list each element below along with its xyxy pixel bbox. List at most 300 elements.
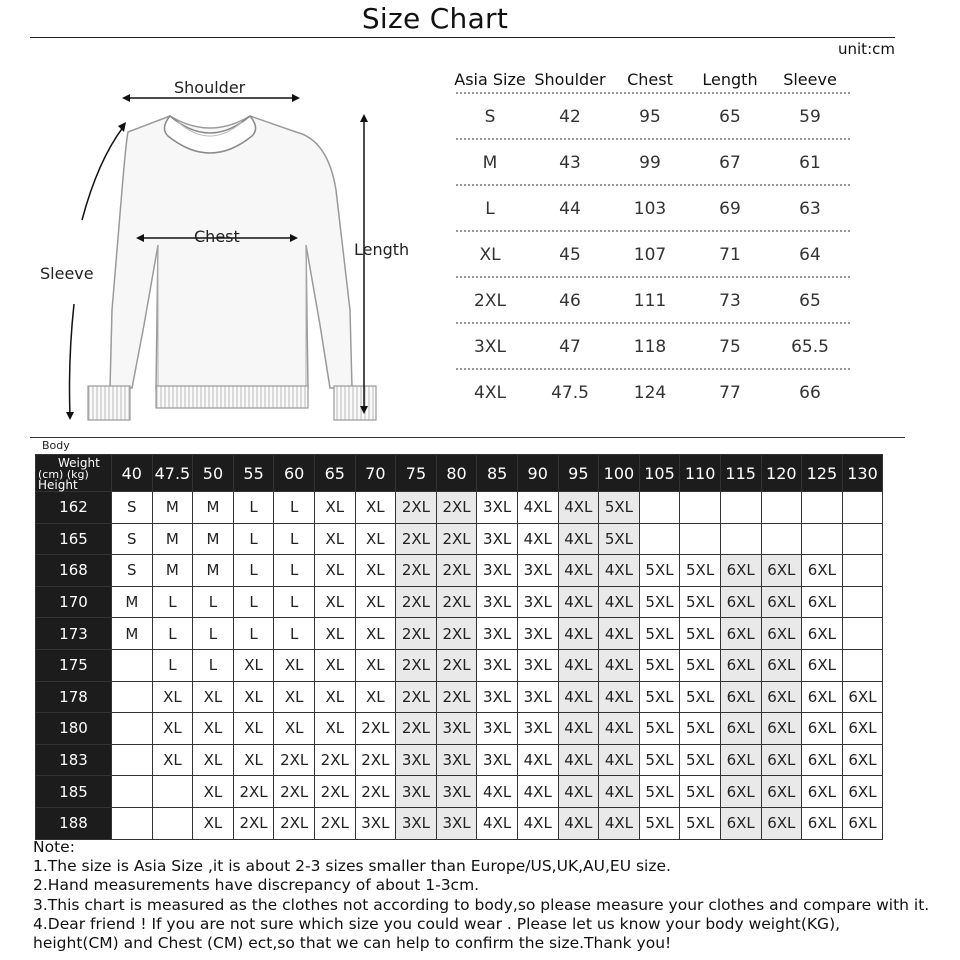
size-cell: [639, 523, 680, 555]
size-cell: 5XL: [680, 744, 721, 776]
size-cell: XL: [314, 586, 355, 618]
height-row: [36, 618, 883, 650]
measurement-cell: 2XL: [474, 291, 506, 311]
size-cell: [112, 744, 153, 776]
height-row: [36, 492, 883, 524]
measurement-cell: 99: [639, 153, 661, 173]
size-cell: XL: [314, 523, 355, 555]
size-cell: XL: [193, 776, 234, 808]
size-cell: 4XL: [477, 776, 518, 808]
size-cell: 6XL: [761, 586, 802, 618]
weight-header-cell: 60: [274, 455, 315, 492]
size-cell: 5XL: [639, 649, 680, 681]
height-row: [36, 555, 883, 587]
size-cell: 3XL: [517, 649, 558, 681]
size-cell: L: [193, 649, 234, 681]
weight-header-cell: 125: [802, 455, 843, 492]
size-cell: 6XL: [802, 776, 843, 808]
weight-header-cell: 115: [720, 455, 761, 492]
size-cell: 5XL: [639, 713, 680, 745]
size-cell: 3XL: [436, 713, 477, 745]
page-title: Size Chart: [361, 2, 509, 35]
height-header-cell: 173: [36, 618, 112, 650]
size-cell: 4XL: [558, 776, 599, 808]
size-cell: XL: [355, 586, 396, 618]
title-divider: [30, 37, 895, 38]
size-cell: [842, 523, 883, 555]
size-cell: 5XL: [639, 555, 680, 587]
size-cell: 5XL: [599, 523, 640, 555]
body-size-grid: [35, 454, 883, 840]
size-cell: 4XL: [558, 744, 599, 776]
size-cell: 4XL: [558, 492, 599, 524]
measurement-cell: 95: [639, 107, 661, 127]
size-cell: [802, 492, 843, 524]
size-cell: 6XL: [720, 618, 761, 650]
header-cell: Length: [702, 69, 758, 89]
size-cell: 6XL: [802, 649, 843, 681]
size-cell: XL: [314, 713, 355, 745]
size-cell: 4XL: [599, 618, 640, 650]
size-cell: 2XL: [436, 555, 477, 587]
size-cell: 3XL: [355, 807, 396, 839]
size-cell: 5XL: [599, 492, 640, 524]
size-cell: XL: [152, 713, 193, 745]
weight-header-cell: 95: [558, 455, 599, 492]
size-cell: 5XL: [639, 807, 680, 839]
size-cell: 3XL: [477, 492, 518, 524]
size-cell: [680, 492, 721, 524]
size-cell: 6XL: [720, 681, 761, 713]
size-cell: 3XL: [477, 618, 518, 650]
size-cell: 5XL: [680, 807, 721, 839]
size-cell: [842, 586, 883, 618]
measurement-cell: 44: [559, 199, 581, 219]
height-header-cell: 175: [36, 649, 112, 681]
size-cell: 6XL: [720, 776, 761, 808]
size-cell: 4XL: [477, 807, 518, 839]
notes: [33, 838, 953, 953]
measurement-cell: 3XL: [474, 337, 506, 357]
size-cell: 3XL: [517, 586, 558, 618]
size-cell: M: [152, 523, 193, 555]
measurement-row: [450, 370, 850, 416]
measurement-cell: 124: [633, 383, 667, 403]
size-cell: 2XL: [436, 586, 477, 618]
size-cell: L: [274, 586, 315, 618]
weight-header-cell: 120: [761, 455, 802, 492]
size-cell: XL: [355, 649, 396, 681]
size-cell: 4XL: [599, 649, 640, 681]
body-label: Body: [42, 439, 70, 452]
measurement-cell: 66: [799, 383, 821, 403]
height-header-cell: 162: [36, 492, 112, 524]
size-cell: 6XL: [761, 807, 802, 839]
height-label: Height: [38, 478, 78, 492]
size-cell: L: [233, 492, 274, 524]
height-row: [36, 681, 883, 713]
measurement-cell: 46: [559, 291, 581, 311]
size-cell: 3XL: [436, 744, 477, 776]
size-cell: 6XL: [761, 649, 802, 681]
size-cell: 3XL: [396, 807, 437, 839]
size-cell: L: [152, 618, 193, 650]
measurement-row: [450, 278, 850, 324]
unit-pair-label: (cm) (kg): [38, 468, 89, 481]
size-cell: 6XL: [761, 618, 802, 650]
size-cell: 2XL: [314, 807, 355, 839]
size-cell: 6XL: [720, 744, 761, 776]
size-cell: 6XL: [720, 586, 761, 618]
size-cell: 2XL: [396, 586, 437, 618]
size-cell: 3XL: [396, 744, 437, 776]
notes-heading: Note:: [33, 838, 75, 856]
height-header-cell: 188: [36, 807, 112, 839]
chest-label: Chest: [194, 227, 240, 246]
size-cell: 5XL: [639, 776, 680, 808]
measurement-row: [450, 186, 850, 232]
size-cell: L: [152, 586, 193, 618]
size-cell: 2XL: [355, 713, 396, 745]
size-cell: 2XL: [274, 776, 315, 808]
sleeve-label: Sleeve: [40, 264, 94, 283]
size-cell: 2XL: [274, 807, 315, 839]
height-row: [36, 807, 883, 839]
measurement-cell: 45: [559, 245, 581, 265]
size-cell: 6XL: [761, 776, 802, 808]
size-cell: XL: [355, 681, 396, 713]
measurement-cell: 64: [799, 245, 821, 265]
size-cell: 4XL: [558, 649, 599, 681]
size-cell: [720, 523, 761, 555]
size-cell: L: [233, 523, 274, 555]
measurement-cell: 63: [799, 199, 821, 219]
size-cell: XL: [233, 713, 274, 745]
size-cell: 5XL: [680, 649, 721, 681]
size-cell: 4XL: [517, 744, 558, 776]
size-cell: 5XL: [680, 618, 721, 650]
size-cell: 5XL: [639, 744, 680, 776]
weight-header-cell: 65: [314, 455, 355, 492]
weight-header-cell: 90: [517, 455, 558, 492]
size-cell: L: [233, 555, 274, 587]
size-cell: [112, 713, 153, 745]
height-header-cell: 170: [36, 586, 112, 618]
size-cell: 2XL: [233, 807, 274, 839]
note-line: 1.The size is Asia Size ,it is about 2-3 sizes smaller than Europe/US,UK,AU,EU size.: [33, 857, 671, 876]
size-cell: XL: [233, 649, 274, 681]
size-cell: 5XL: [680, 776, 721, 808]
size-cell: 2XL: [436, 681, 477, 713]
size-cell: [842, 555, 883, 587]
height-row: [36, 586, 883, 618]
size-cell: [152, 807, 193, 839]
size-cell: 5XL: [639, 618, 680, 650]
size-cell: XL: [314, 555, 355, 587]
note-line: 2.Hand measurements have discrepancy of about 1-3cm.: [33, 876, 480, 895]
measurement-cell: 103: [633, 199, 667, 219]
height-row: [36, 523, 883, 555]
size-cell: 3XL: [477, 713, 518, 745]
size-cell: 5XL: [639, 681, 680, 713]
weight-header-cell: 70: [355, 455, 396, 492]
size-cell: 6XL: [761, 744, 802, 776]
size-cell: 2XL: [436, 523, 477, 555]
size-cell: 6XL: [761, 681, 802, 713]
size-cell: L: [152, 649, 193, 681]
size-cell: 4XL: [599, 713, 640, 745]
weight-header-cell: 110: [680, 455, 721, 492]
size-cell: 6XL: [802, 618, 843, 650]
size-cell: 6XL: [720, 649, 761, 681]
size-cell: 6XL: [842, 807, 883, 839]
size-cell: 3XL: [477, 586, 518, 618]
size-cell: 2XL: [396, 492, 437, 524]
measurement-cell: 67: [719, 153, 741, 173]
measurement-cell: 69: [719, 199, 741, 219]
header-cell: Asia Size: [454, 69, 526, 89]
size-cell: 2XL: [355, 776, 396, 808]
weight-header-cell: 47.5: [152, 455, 193, 492]
size-cell: 5XL: [680, 555, 721, 587]
size-cell: 6XL: [842, 681, 883, 713]
measurement-row: [450, 232, 850, 278]
size-cell: 6XL: [802, 555, 843, 587]
measurement-cell: L: [485, 199, 495, 219]
size-cell: 3XL: [517, 618, 558, 650]
grid-corner: [36, 455, 112, 492]
size-cell: 4XL: [517, 776, 558, 808]
measurement-cell: 4XL: [474, 383, 506, 403]
size-cell: M: [193, 523, 234, 555]
size-cell: 3XL: [436, 807, 477, 839]
measurement-row: [450, 324, 850, 370]
size-cell: 4XL: [599, 776, 640, 808]
size-cell: 3XL: [517, 681, 558, 713]
size-cell: 2XL: [436, 649, 477, 681]
size-cell: 4XL: [599, 744, 640, 776]
size-cell: XL: [152, 744, 193, 776]
measurement-cell: 111: [633, 291, 667, 311]
header-cell: Sleeve: [783, 69, 837, 89]
size-cell: [152, 776, 193, 808]
size-cell: 2XL: [233, 776, 274, 808]
size-cell: 6XL: [720, 713, 761, 745]
size-cell: XL: [314, 618, 355, 650]
size-cell: 2XL: [274, 744, 315, 776]
size-cell: M: [112, 618, 153, 650]
measurement-cell: XL: [479, 245, 501, 265]
size-cell: [802, 523, 843, 555]
measurement-cell: M: [482, 153, 498, 173]
size-cell: 4XL: [599, 807, 640, 839]
size-cell: 3XL: [396, 776, 437, 808]
size-cell: [112, 776, 153, 808]
height-header-cell: 178: [36, 681, 112, 713]
size-cell: 4XL: [558, 586, 599, 618]
size-cell: 2XL: [355, 744, 396, 776]
size-cell: 3XL: [477, 744, 518, 776]
unit-label: unit:cm: [838, 40, 895, 58]
size-cell: XL: [193, 713, 234, 745]
measurement-table: [450, 64, 850, 416]
measurement-table-header: [450, 64, 850, 94]
size-cell: 2XL: [396, 555, 437, 587]
size-cell: 6XL: [720, 807, 761, 839]
size-cell: 2XL: [396, 681, 437, 713]
measurement-cell: 73: [719, 291, 741, 311]
size-cell: M: [112, 586, 153, 618]
size-cell: XL: [355, 618, 396, 650]
measurement-cell: 75: [719, 337, 741, 357]
weight-header-cell: 105: [639, 455, 680, 492]
size-cell: M: [152, 555, 193, 587]
measurement-cell: 107: [633, 245, 667, 265]
size-cell: L: [233, 586, 274, 618]
size-cell: 3XL: [477, 555, 518, 587]
size-cell: 4XL: [517, 807, 558, 839]
weight-header-cell: 100: [599, 455, 640, 492]
size-cell: 6XL: [802, 744, 843, 776]
size-cell: 5XL: [680, 586, 721, 618]
size-cell: XL: [152, 681, 193, 713]
size-cell: S: [112, 555, 153, 587]
size-cell: XL: [314, 681, 355, 713]
size-cell: [761, 523, 802, 555]
size-cell: 6XL: [842, 776, 883, 808]
size-cell: XL: [355, 523, 396, 555]
measurement-cell: 43: [559, 153, 581, 173]
size-cell: 5XL: [680, 713, 721, 745]
note-line: 3.This chart is measured as the clothes not according to body,so please measure your clothes and compare with it.: [33, 895, 930, 914]
measurement-cell: 42: [559, 107, 581, 127]
size-cell: 4XL: [517, 523, 558, 555]
length-label: Length: [354, 240, 410, 259]
header-cell: Shoulder: [534, 69, 606, 89]
height-row: [36, 649, 883, 681]
size-cell: 2XL: [396, 618, 437, 650]
weight-header-cell: 55: [233, 455, 274, 492]
size-cell: [639, 492, 680, 524]
weight-label: Weight: [58, 456, 100, 470]
height-header-cell: 183: [36, 744, 112, 776]
measurement-cell: S: [484, 107, 496, 127]
size-cell: M: [193, 492, 234, 524]
size-cell: [112, 807, 153, 839]
size-cell: 2XL: [396, 713, 437, 745]
weight-header-cell: 75: [396, 455, 437, 492]
size-cell: XL: [193, 681, 234, 713]
size-cell: L: [274, 492, 315, 524]
size-cell: [680, 523, 721, 555]
height-header-cell: 168: [36, 555, 112, 587]
size-cell: 4XL: [558, 555, 599, 587]
size-cell: M: [193, 555, 234, 587]
size-cell: 6XL: [842, 744, 883, 776]
size-cell: XL: [274, 713, 315, 745]
height-row: [36, 776, 883, 808]
measurement-cell: 59: [799, 107, 821, 127]
size-cell: 4XL: [558, 807, 599, 839]
shoulder-label: Shoulder: [174, 78, 246, 97]
size-cell: 4XL: [599, 555, 640, 587]
measurement-cell: 65: [799, 291, 821, 311]
size-cell: [112, 649, 153, 681]
measurement-cell: 47: [559, 337, 581, 357]
measurement-cell: 65.5: [791, 337, 829, 357]
size-cell: M: [152, 492, 193, 524]
size-cell: L: [274, 523, 315, 555]
size-cell: 6XL: [802, 586, 843, 618]
size-cell: XL: [274, 649, 315, 681]
weight-header-cell: 130: [842, 455, 883, 492]
size-cell: [842, 649, 883, 681]
size-cell: 6XL: [761, 555, 802, 587]
measurement-row: [450, 94, 850, 140]
size-cell: 3XL: [517, 555, 558, 587]
size-cell: XL: [233, 681, 274, 713]
size-cell: 6XL: [802, 807, 843, 839]
size-cell: 2XL: [396, 523, 437, 555]
size-cell: L: [274, 555, 315, 587]
height-row: [36, 744, 883, 776]
measurement-cell: 71: [719, 245, 741, 265]
size-cell: 4XL: [558, 681, 599, 713]
measurement-cell: 61: [799, 153, 821, 173]
size-cell: 4XL: [599, 586, 640, 618]
size-cell: 5XL: [680, 681, 721, 713]
size-cell: 3XL: [477, 523, 518, 555]
measurement-cell: 77: [719, 383, 741, 403]
size-cell: XL: [193, 744, 234, 776]
measurement-cell: 65: [719, 107, 741, 127]
size-cell: L: [193, 586, 234, 618]
size-cell: [842, 618, 883, 650]
measurement-cell: 47.5: [551, 383, 589, 403]
size-cell: [842, 492, 883, 524]
height-header-cell: 165: [36, 523, 112, 555]
size-cell: [761, 492, 802, 524]
size-cell: 4XL: [558, 713, 599, 745]
size-cell: XL: [314, 492, 355, 524]
note-line: 4.Dear friend ! If you are not sure which size you could wear . Please let us know your body weight(KG),: [33, 914, 841, 933]
size-cell: 5XL: [639, 586, 680, 618]
size-cell: L: [193, 618, 234, 650]
size-cell: L: [233, 618, 274, 650]
height-row: [36, 713, 883, 745]
size-cell: 2XL: [436, 618, 477, 650]
size-cell: XL: [355, 555, 396, 587]
height-header-cell: 185: [36, 776, 112, 808]
size-cell: 6XL: [842, 713, 883, 745]
size-cell: 2XL: [436, 492, 477, 524]
size-cell: 3XL: [436, 776, 477, 808]
size-cell: 6XL: [761, 713, 802, 745]
size-cell: XL: [193, 807, 234, 839]
size-cell: 2XL: [314, 776, 355, 808]
height-header-cell: 180: [36, 713, 112, 745]
measurement-cell: 118: [633, 337, 667, 357]
weight-header-cell: 50: [193, 455, 234, 492]
size-cell: 4XL: [599, 681, 640, 713]
size-cell: 3XL: [477, 649, 518, 681]
size-cell: 6XL: [802, 681, 843, 713]
header-cell: Chest: [627, 69, 673, 89]
grid-header-row: [36, 455, 883, 492]
weight-header-cell: 40: [112, 455, 153, 492]
size-cell: XL: [355, 492, 396, 524]
size-cell: 6XL: [802, 713, 843, 745]
